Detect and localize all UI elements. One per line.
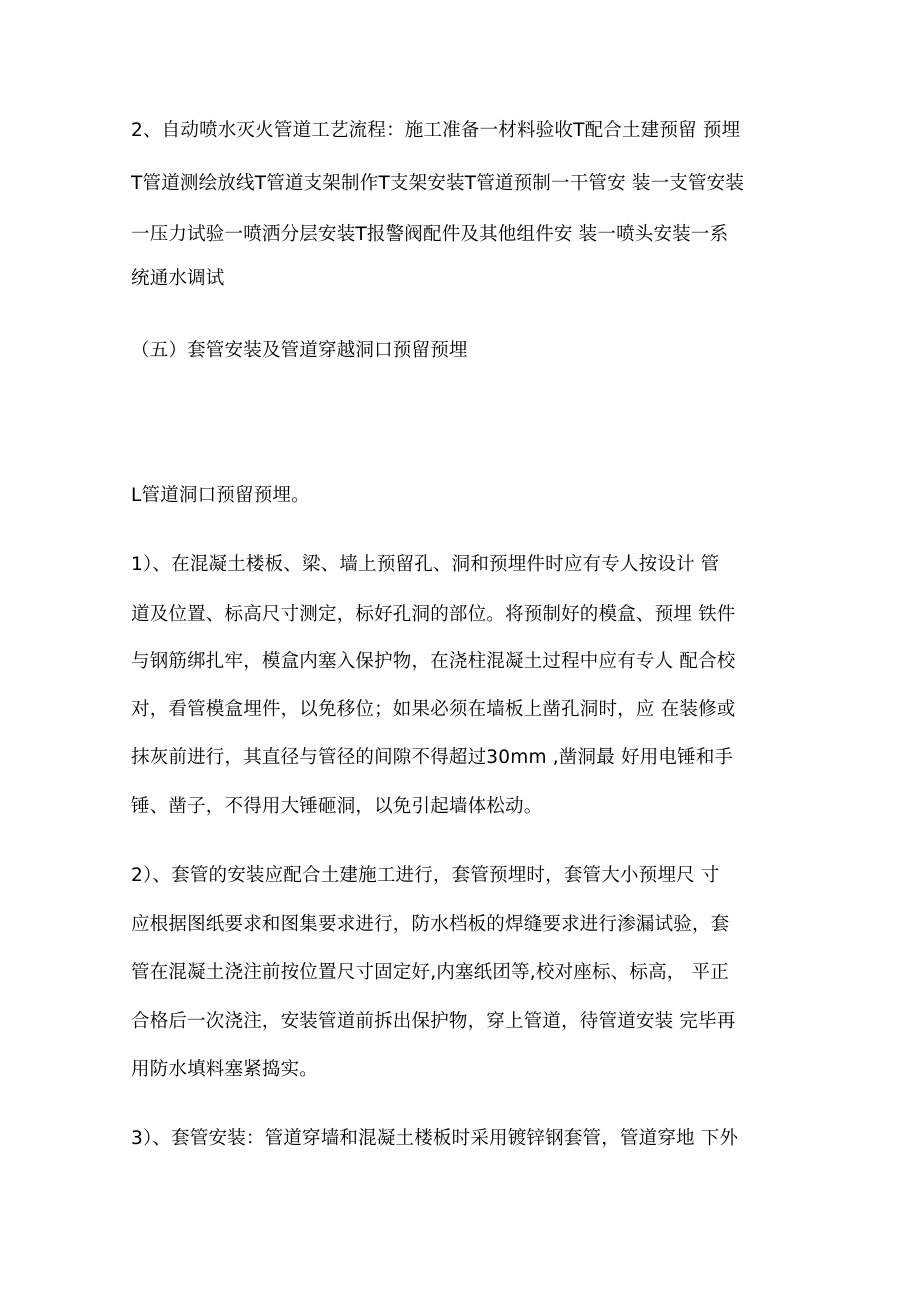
item3-line-1: 3）、套管安装：管道穿墙和混凝土楼板时采用镀锌钢套管，管道穿地 下外	[131, 1128, 739, 1149]
item1-line-6: 锤、凿子，不得用大锤砸洞，以免引起墙体松动。	[131, 796, 543, 817]
item2-line-1: 2）、套管的安装应配合土建施工进行，套管预埋时，套管大小预埋尺 寸	[131, 865, 720, 886]
para1-line-1: 2、自动喷水灭火管道工艺流程：施工准备一材料验收T配合土建预留 预埋	[131, 120, 741, 141]
item2-line-5: 用防水填料塞紧捣实。	[131, 1059, 319, 1080]
para1-line-4: 统通水调试	[131, 268, 225, 289]
item2-line-2: 应根据图纸要求和图集要求进行，防水档板的焊缝要求进行渗漏试验，套	[131, 914, 730, 935]
item1-line-2: 道及位置、标高尺寸测定，标好孔洞的部位。将预制好的模盒、预埋 铁件	[131, 604, 736, 625]
para1-line-3: 一压力试验一喷洒分层安装T报警阀配件及其他组件安 装一喷头安装一系	[131, 224, 729, 245]
subheading-l: L管道洞口预留预埋。	[131, 485, 310, 506]
item1-line-1: 1）、在混凝土楼板、梁、墙上预留孔、洞和预埋件时应有专人按设计 管	[131, 554, 720, 575]
item2-line-3: 管在混凝土浇注前按位置尺寸固定好,内塞纸团等,校对座标、标高， 平正	[131, 962, 729, 983]
item1-line-4: 对，看管模盒埋件，以免移位；如果必须在墙板上凿孔洞时，应 在装修或	[131, 699, 736, 720]
item1-line-5: 抹灰前进行，其直径与管径的间隙不得超过30mm ,凿洞最 好用电锤和手	[131, 747, 734, 768]
item2-line-4: 合格后一次浇注，安装管道前拆出保护物，穿上管道，待管道安装 完毕再	[131, 1011, 736, 1032]
section-heading-5: （五）套管安装及管道穿越洞口预留预埋	[131, 340, 468, 361]
para1-line-2: T管道测绘放线T管道支架制作T支架安装T管道预制一干管安 装一支管安装	[131, 173, 745, 194]
item1-line-3: 与钢筋绑扎牢，模盒内塞入保护物，在浇柱混凝土过程中应有专人 配合校	[131, 651, 736, 672]
